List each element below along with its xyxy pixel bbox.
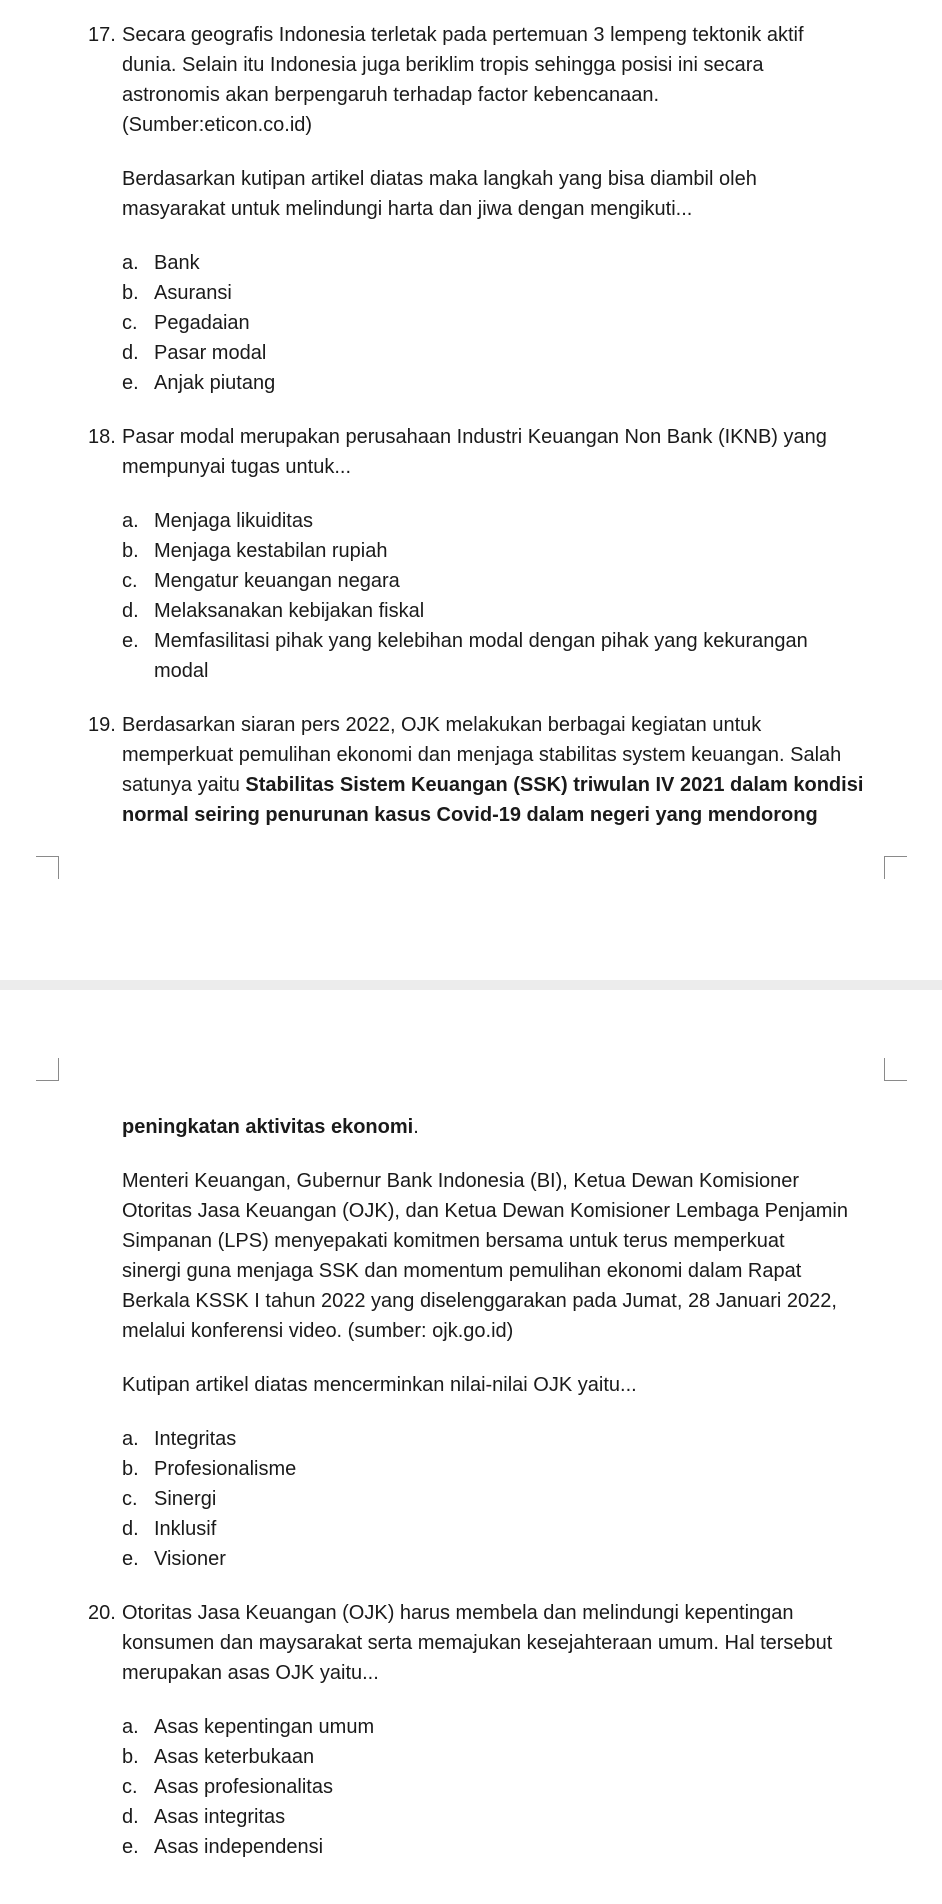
question-18-line: Pasar modal merupakan perusahaan Industri Keuangan Non Bank (IKNB) yang bbox=[122, 426, 827, 448]
option-text: Melaksanakan kebijakan fiskal bbox=[154, 600, 425, 622]
option-text: Integritas bbox=[154, 1428, 237, 1450]
question-19-line-bold: normal seiring penurunan kasus Covid-19 dalam negeri yang mendorong bbox=[122, 804, 818, 826]
option-letter: c. bbox=[122, 1488, 138, 1510]
option-text: Asas independensi bbox=[154, 1836, 324, 1858]
option-letter: b. bbox=[122, 1746, 139, 1768]
question-19-paragraph: Simpanan (LPS) menyepakati komitmen bersama untuk terus memperkuat bbox=[122, 1230, 785, 1252]
question-20-line: merupakan asas OJK yaitu... bbox=[122, 1662, 379, 1684]
option-text: Bank bbox=[154, 252, 200, 274]
question-19-line: memperkuat pemulihan ekonomi dan menjaga stabilitas system keuangan. Salah bbox=[122, 744, 842, 766]
question-19-paragraph: Berkala KSSK I tahun 2022 yang diselenggarakan pada Jumat, 28 Januari 2022, bbox=[122, 1290, 837, 1312]
option-text: Asas keterbukaan bbox=[154, 1746, 315, 1768]
option-text-continued: modal bbox=[154, 660, 209, 682]
option-letter: e. bbox=[122, 372, 139, 394]
option-letter: c. bbox=[122, 1776, 138, 1798]
page-corner-mark bbox=[884, 1058, 907, 1081]
question-19-continued bbox=[122, 1112, 419, 1142]
question-19-paragraph: Menteri Keuangan, Gubernur Bank Indonesia (BI), Ketua Dewan Komisioner bbox=[122, 1170, 800, 1192]
page-corner-mark bbox=[36, 1058, 59, 1081]
question-19-continued-bold: peningkatan aktivitas ekonomi bbox=[122, 1116, 414, 1138]
question-20-number: 20. bbox=[88, 1602, 116, 1624]
option-text: Asuransi bbox=[154, 282, 232, 304]
question-19-line-normal: satunya yaitu bbox=[122, 774, 246, 796]
page-corner-mark bbox=[36, 856, 59, 879]
question-18-line: mempunyai tugas untuk... bbox=[122, 456, 352, 478]
option-letter: a. bbox=[122, 1716, 139, 1738]
question-17-line: Secara geografis Indonesia terletak pada pertemuan 3 lempeng tektonik aktif bbox=[122, 24, 804, 46]
option-text: Mengatur keuangan negara bbox=[154, 570, 400, 592]
option-letter: d. bbox=[122, 342, 139, 364]
option-text: Profesionalisme bbox=[154, 1458, 297, 1480]
option-text: Asas kepentingan umum bbox=[154, 1716, 375, 1738]
option-text: Sinergi bbox=[154, 1488, 217, 1510]
question-17-source: (Sumber:eticon.co.id) bbox=[122, 114, 313, 136]
question-19-number: 19. bbox=[88, 714, 116, 736]
question-19-paragraph: melalui konferensi video. (sumber: ojk.go.id) bbox=[122, 1320, 514, 1342]
option-letter: e. bbox=[122, 1548, 139, 1570]
question-19-line-bold: Stabilitas Sistem Keuangan (SSK) triwulan IV 2021 dalam kondisi bbox=[245, 774, 864, 796]
option-text: Asas profesionalitas bbox=[154, 1776, 333, 1798]
question-17-line: dunia. Selain itu Indonesia juga beriklim tropis sehingga posisi ini secara bbox=[122, 54, 764, 76]
option-letter: e. bbox=[122, 1836, 139, 1858]
option-letter: d. bbox=[122, 1806, 139, 1828]
option-letter: b. bbox=[122, 540, 139, 562]
option-letter: b. bbox=[122, 282, 139, 304]
option-text: Pasar modal bbox=[154, 342, 267, 364]
question-17-prompt: Berdasarkan kutipan artikel diatas maka langkah yang bisa diambil oleh bbox=[122, 168, 757, 190]
question-20-line: Otoritas Jasa Keuangan (OJK) harus membela dan melindungi kepentingan bbox=[122, 1602, 794, 1624]
page-separator bbox=[0, 980, 942, 990]
question-20-line: konsumen dan maysarakat serta memajukan kesejahteraan umum. Hal tersebut bbox=[122, 1632, 833, 1654]
question-19-line-mixed bbox=[122, 770, 863, 800]
option-letter: c. bbox=[122, 570, 138, 592]
question-19-line: Berdasarkan siaran pers 2022, OJK melakukan berbagai kegiatan untuk bbox=[122, 714, 762, 736]
option-text: Menjaga kestabilan rupiah bbox=[154, 540, 388, 562]
question-19-paragraph: Otoritas Jasa Keuangan (OJK), dan Ketua Dewan Komisioner Lembaga Penjamin bbox=[122, 1200, 848, 1222]
option-letter: a. bbox=[122, 252, 139, 274]
option-letter: d. bbox=[122, 1518, 139, 1540]
question-19-continued-end: . bbox=[413, 1116, 419, 1138]
option-letter: a. bbox=[122, 1428, 139, 1450]
question-17-line: astronomis akan berpengaruh terhadap factor kebencanaan. bbox=[122, 84, 660, 106]
option-text: Visioner bbox=[154, 1548, 226, 1570]
option-letter: b. bbox=[122, 1458, 139, 1480]
option-text: Pegadaian bbox=[154, 312, 250, 334]
document-page-bottom bbox=[0, 990, 942, 1904]
option-letter: e. bbox=[122, 630, 139, 652]
question-18-number: 18. bbox=[88, 426, 116, 448]
question-17-number: 17. bbox=[88, 24, 116, 46]
question-19-paragraph: sinergi guna menjaga SSK dan momentum pemulihan ekonomi dalam Rapat bbox=[122, 1260, 802, 1282]
option-text: Anjak piutang bbox=[154, 372, 276, 394]
question-19-prompt: Kutipan artikel diatas mencerminkan nilai-nilai OJK yaitu... bbox=[122, 1374, 637, 1396]
option-letter: c. bbox=[122, 312, 138, 334]
option-letter: a. bbox=[122, 510, 139, 532]
option-letter: d. bbox=[122, 600, 139, 622]
option-text: Menjaga likuiditas bbox=[154, 510, 313, 532]
page-corner-mark bbox=[884, 856, 907, 879]
option-text: Inklusif bbox=[154, 1518, 217, 1540]
option-text: Memfasilitasi pihak yang kelebihan modal dengan pihak yang kekurangan bbox=[154, 630, 808, 652]
question-17-prompt: masyarakat untuk melindungi harta dan jiwa dengan mengikuti... bbox=[122, 198, 693, 220]
option-text: Asas integritas bbox=[154, 1806, 286, 1828]
